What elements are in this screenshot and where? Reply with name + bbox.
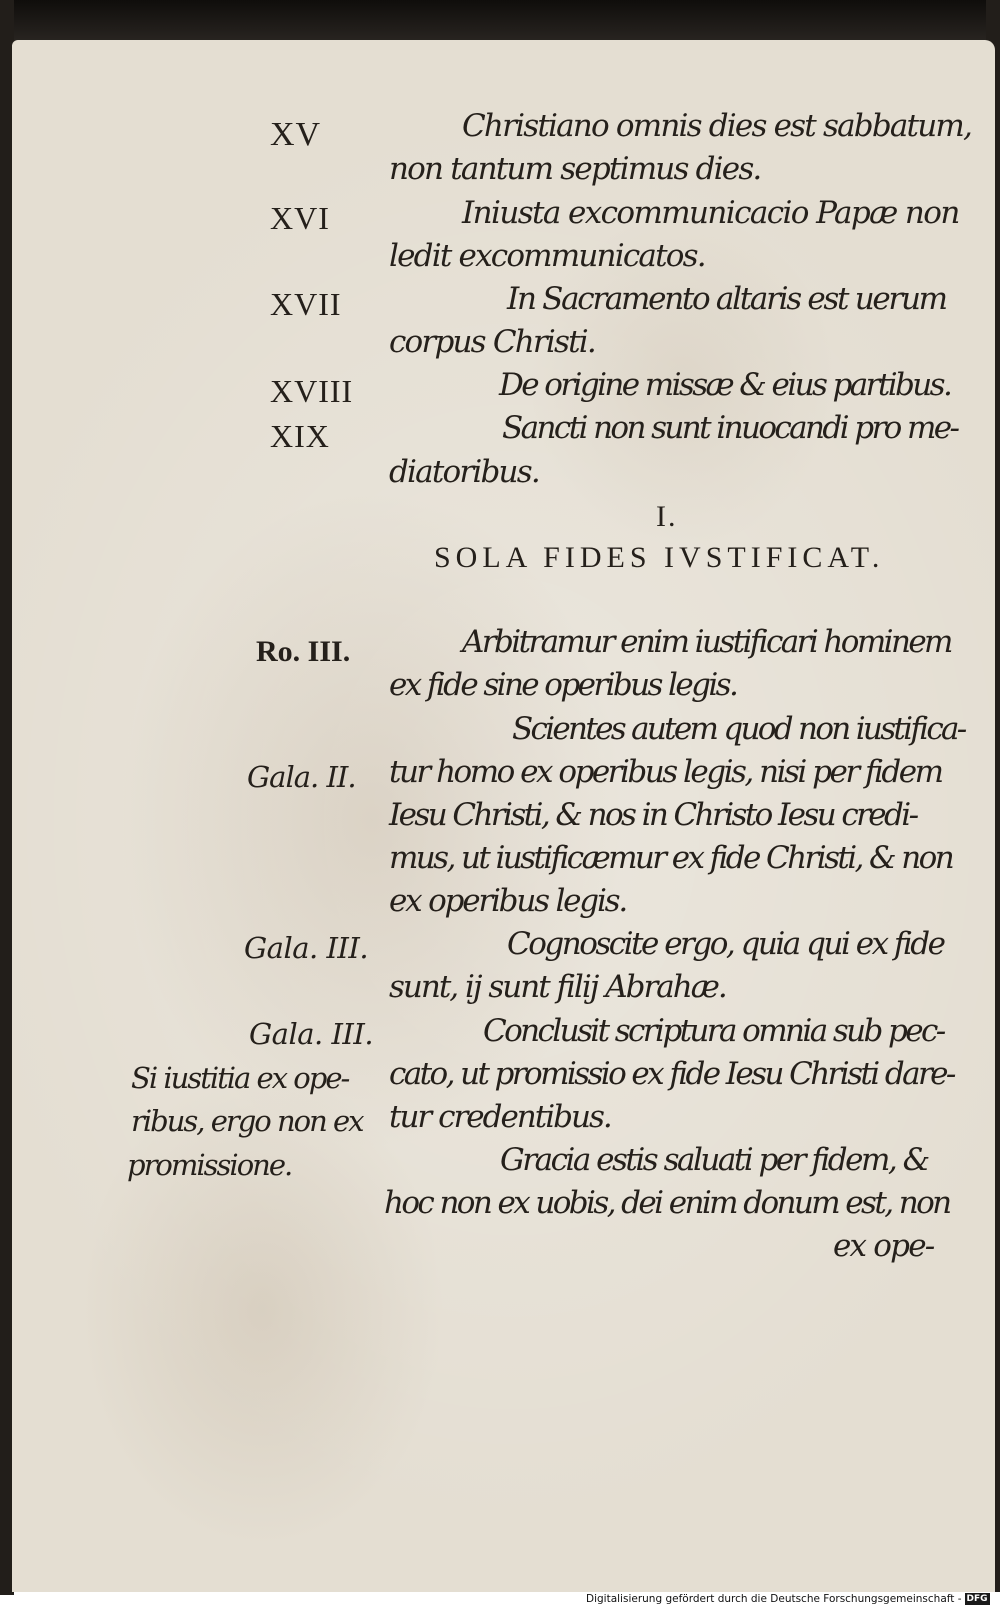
text-line: Sancti non sunt inuocandi pro me- <box>502 410 958 446</box>
text-line: Iesu Christi, & nos in Christo Iesu credi- <box>389 797 917 833</box>
text-line: ex operibus legis. <box>389 883 627 919</box>
text-line: mus, ut iustificæmur ex fide Christi, & non <box>389 840 953 876</box>
text-line: cato, ut promissio ex fide Iesu Christi dare- <box>389 1056 954 1092</box>
text-line: hoc non ex uobis, dei enim donum est, non <box>384 1185 950 1221</box>
margin-reference: Gala. II. <box>247 760 356 794</box>
text-line: sunt, ij sunt filij Abrahæ. <box>389 969 726 1005</box>
text-line: De origine missæ & eius partibus. <box>499 367 951 403</box>
margin-reference: Gala. III. <box>249 1017 374 1051</box>
section-title: SOLA FIDES IVSTIFICAT. <box>434 541 885 574</box>
margin-gloss: Si iustitia ex ope- <box>131 1061 349 1095</box>
text-line: tur homo ex operibus legis, nisi per fidem <box>389 754 942 790</box>
text-line: In Sacramento altaris est uerum <box>507 281 946 317</box>
text-line: diatoribus. <box>389 454 539 490</box>
margin-reference: Ro. III. <box>256 635 351 668</box>
text-line: Christiano omnis dies est sabbatum, <box>462 108 972 144</box>
scan-top-edge <box>0 0 1000 44</box>
dfg-logo: DFG <box>966 1594 988 1604</box>
text-line: ledit excommunicatos. <box>389 238 705 274</box>
text-line: ex ope- <box>833 1228 934 1264</box>
text-line: Gracia estis saluati per fidem, & <box>500 1142 928 1178</box>
article-number: XVI <box>270 200 330 236</box>
text-line: corpus Christi. <box>389 324 595 360</box>
article-number: XIX <box>270 418 330 454</box>
article-number: XV <box>270 116 322 153</box>
article-number: XVII <box>270 286 342 322</box>
credit-text: Digitalisierung gefördert durch die Deutsche Forschungsgemeinschaft - <box>586 1593 962 1605</box>
margin-gloss: promissione. <box>127 1148 292 1182</box>
text-line: ex fide sine operibus legis. <box>389 667 737 703</box>
text-line: Scientes autem quod non iustifica- <box>512 711 965 747</box>
article-number: XVIII <box>270 373 354 409</box>
digitization-credit <box>586 1592 1000 1607</box>
text-line: tur credentibus. <box>389 1099 611 1135</box>
text-line: non tantum septimus dies. <box>389 151 761 187</box>
text-line: Cognoscite ergo, quia qui ex fide <box>507 926 944 962</box>
margin-reference: Gala. III. <box>244 931 369 965</box>
margin-gloss: ribus, ergo non ex <box>131 1104 363 1138</box>
text-line: Conclusit scriptura omnia sub pec- <box>483 1013 944 1049</box>
text-line: Arbitramur enim iustificari hominem <box>462 624 951 660</box>
section-number: I. <box>656 500 678 533</box>
text-line: Iniusta excommunicacio Papæ non <box>462 195 959 231</box>
